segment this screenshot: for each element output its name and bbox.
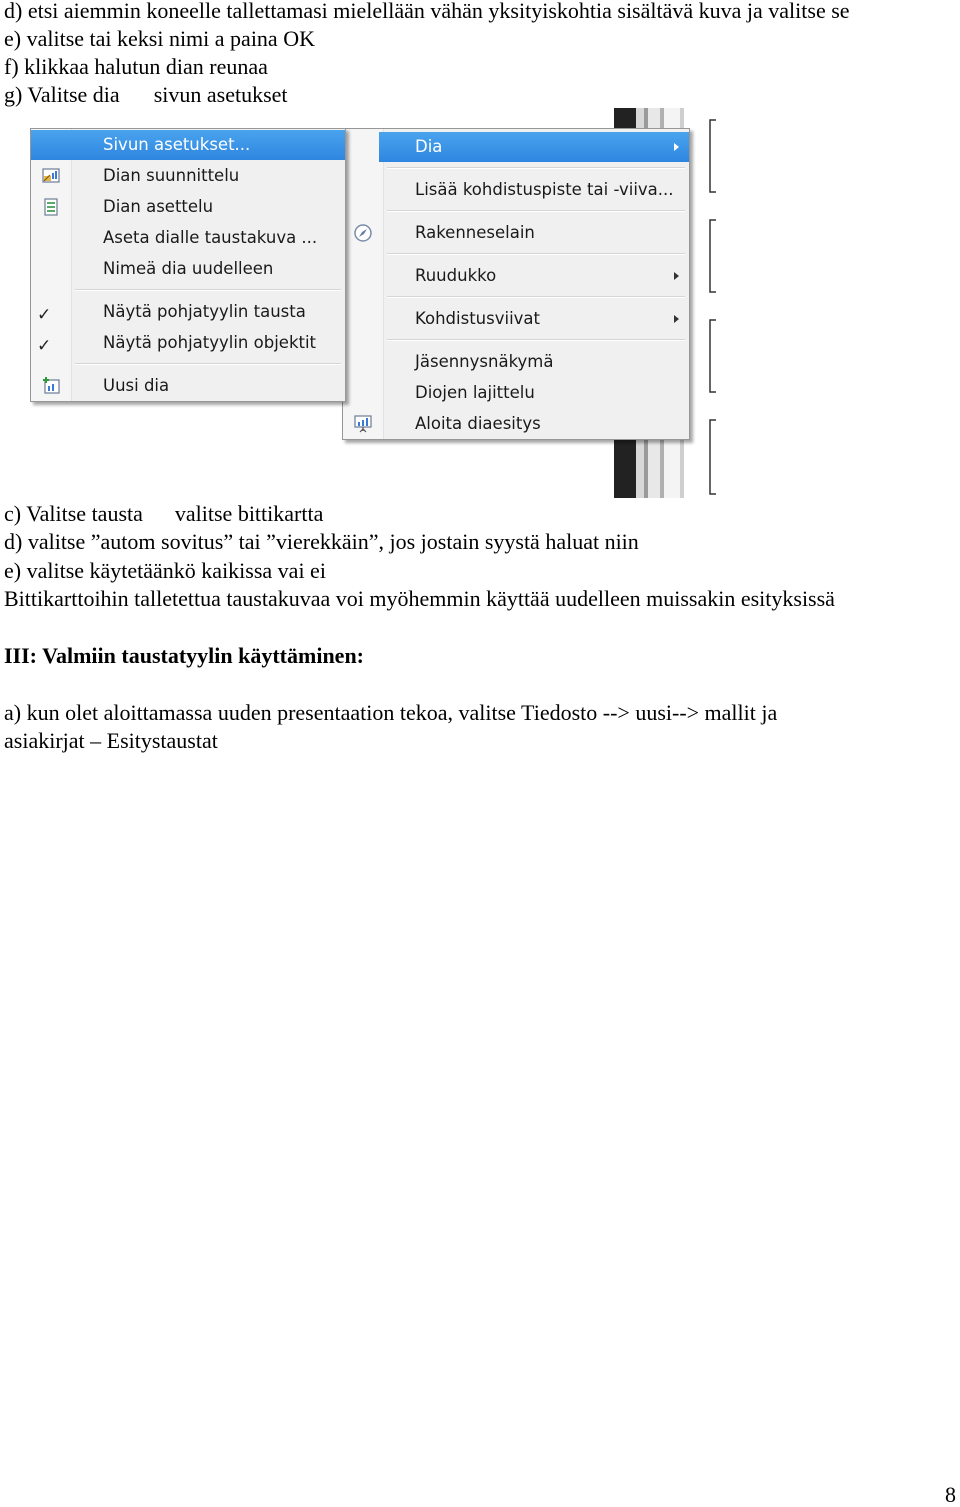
menu-item-set-background-image[interactable]: Aseta dialle taustakuva ... <box>103 228 318 247</box>
new-slide-icon <box>41 376 61 396</box>
menu-item-outline-view[interactable]: Jäsennysnäkymä <box>415 352 554 371</box>
text-line: a) kun olet aloittamassa uuden presentaation tekoa, valitse Tiedosto --> uusi--> mallit ja <box>4 700 778 725</box>
slideshow-icon <box>353 414 373 434</box>
compass-icon <box>353 223 373 243</box>
text-part: g) Valitse dia <box>4 82 120 107</box>
text-part: c) Valitse tausta <box>4 501 143 526</box>
text-part: valitse bittikartta <box>174 501 324 526</box>
menu-item-new-slide[interactable]: Uusi dia <box>31 371 345 401</box>
menu-item-slide-sorter[interactable]: Diojen lajittelu <box>415 383 535 402</box>
checkmark-icon: ✓ <box>37 336 52 356</box>
slide-submenu <box>30 128 346 402</box>
menu-item-navigator[interactable]: Rakenneselain <box>343 218 689 248</box>
checkmark-icon: ✓ <box>37 305 52 325</box>
menu-item-snap-lines[interactable]: Kohdistusviivat <box>343 304 689 334</box>
text-line: Bittikarttoihin talletettua taustakuvaa voi myöhemmin käyttää uudelleen muissakin esityksissä <box>4 586 835 611</box>
menu-item-show-master-objects[interactable]: ✓ Näytä pohjatyylin objektit <box>31 328 345 358</box>
text-line: e) valitse tai keksi nimi a paina OK <box>4 26 315 51</box>
page-number: 8 <box>945 1482 956 1507</box>
view-menu <box>342 128 690 440</box>
text-line <box>4 81 288 109</box>
text-line: d) valitse ”autom sovitus” tai ”vierekkäin”, jos jostain syystä haluat niin <box>4 529 639 554</box>
slide-design-icon <box>41 166 61 186</box>
menu-item-rename-slide[interactable]: Nimeä dia uudelleen <box>103 259 274 278</box>
menu-item-dia[interactable]: Dia <box>379 132 689 162</box>
text-line: f) klikkaa halutun dian reunaa <box>4 54 268 79</box>
menu-item-page-setup[interactable]: Sivun asetukset... <box>31 130 345 160</box>
text-line: d) etsi aiemmin koneelle tallettamasi mielellään vähän yksityiskohtia sisältävä kuva ja valitse se <box>4 0 850 23</box>
text-line: asiakirjat – Esitystaustat <box>4 728 218 753</box>
submenu-arrow-icon <box>674 143 679 151</box>
slide-layout-icon <box>41 197 61 217</box>
menu-screenshot <box>28 108 720 498</box>
menu-item-slide-layout[interactable]: Dian asettelu <box>31 192 345 222</box>
menu-item-add-snap-point[interactable]: Lisää kohdistuspiste tai -viiva... <box>415 180 674 199</box>
menu-item-start-slideshow[interactable]: Aloita diaesitys <box>343 409 689 439</box>
menu-item-grid[interactable]: Ruudukko <box>343 261 689 291</box>
menu-item-slide-design[interactable]: Dian suunnittelu <box>31 161 345 191</box>
text-line: e) valitse käytetäänkö kaikissa vai ei <box>4 558 326 583</box>
text-line <box>4 500 323 528</box>
submenu-arrow-icon <box>674 272 679 280</box>
slide-thumbnail-edges <box>706 108 720 498</box>
menu-item-show-master-background[interactable]: ✓ Näytä pohjatyylin tausta <box>31 297 345 327</box>
text-part: sivun asetukset <box>153 82 288 107</box>
section-heading: III: Valmiin taustatyylin käyttäminen: <box>4 643 365 668</box>
submenu-arrow-icon <box>674 315 679 323</box>
